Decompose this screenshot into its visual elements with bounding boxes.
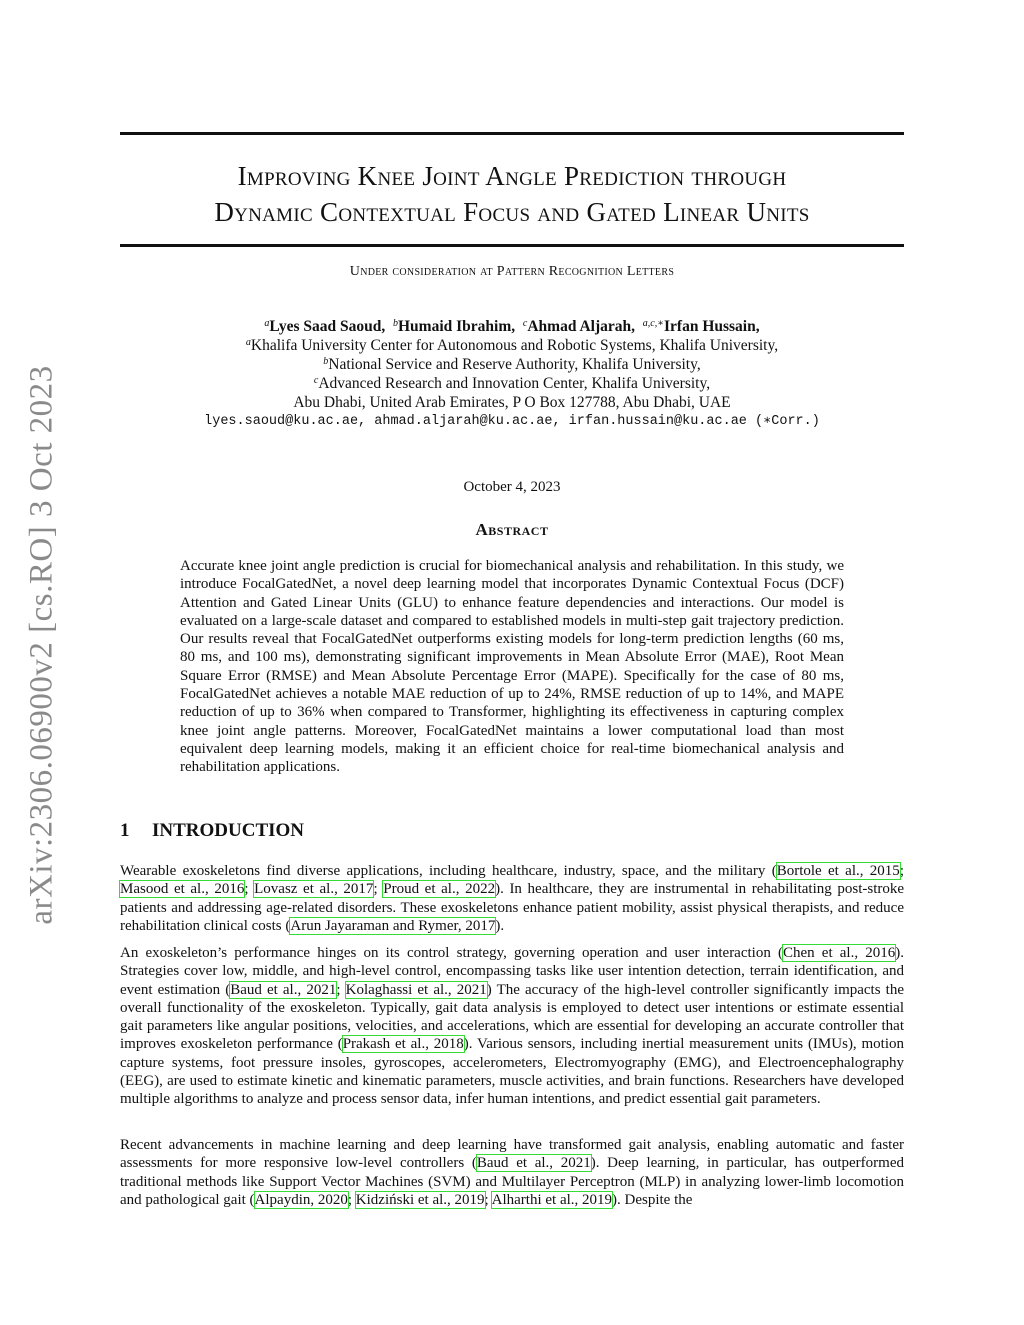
- author-4-affil: a,c,∗: [642, 318, 664, 329]
- author-3-affil: c: [522, 318, 528, 329]
- citation-link[interactable]: Arun Jayaraman and Rymer, 2017: [290, 917, 496, 934]
- text-run: ). In healthcare, they are instrumental in rehabilitating post-stroke patients and addressing age-related disorders. These exoskeletons enhance patient mobility, assist physical therapists, and reduce rehabilitation clinical costs (: [120, 881, 905, 934]
- author-names: [120, 317, 904, 336]
- paper-date: October 4, 2023: [463, 479, 561, 495]
- text-run: ;: [336, 981, 346, 998]
- title-bottom-rule: [120, 244, 904, 247]
- citation-link[interactable]: Chen et al., 2016: [782, 945, 896, 961]
- section-number: 1: [120, 820, 130, 841]
- text-run: Wearable exoskeletons find diverse applications, including healthcare, industry, space, and the military (: [120, 863, 777, 879]
- author-emails: lyes.saoud@ku.ac.ae, ahmad.aljarah@ku.ac.ae, irfan.hussain@ku.ac.ae (∗Corr.): [204, 414, 820, 429]
- affiliation-b-text: National Service and Reserve Authority, Khalifa University,: [328, 356, 701, 373]
- citation-link[interactable]: Baud et al., 2021: [230, 981, 337, 998]
- intro-paragraph-3: [120, 1136, 904, 1209]
- affiliation-a: [120, 336, 904, 355]
- text-run: ;: [899, 863, 904, 879]
- text-run: Recent advancements in machine learning and deep learning have transformed gait analysis, enabling automatic and faster assessments for more responsive low-level controllers (: [120, 1137, 904, 1172]
- text-run: ). Strategies cover low, middle, and high-level control, encompassing tasks like user intention detection, terrain identification, and event estimation (: [120, 945, 904, 998]
- text-run: ) The accuracy of the high-level controller significantly impacts the overall functionality of the exoskeleton. Typically, gait data analysis is employed to detect user intentions or estimate essential gait parameters like angular positions, velocities, and accelerations, which are essential for developing an accurate controller that improves exoskeleton performance (: [120, 981, 904, 1053]
- abstract-text: Accurate knee joint angle prediction is crucial for biomechanical analysis and rehabilitation. In this study, we introduce FocalGatedNet, a novel deep learning model that incorporates Dynamic Contextual Focus (DCF) Attention and Gated Linear Units (GLU) to enhance feature dependencies and interactions. Our model is evaluated on a large-scale dataset and compared to established models in multi-step gait trajectory prediction. Our results reveal that FocalGatedNet outperforms existing models for long-term prediction lengths (60 ms, 80 ms, and 100 ms), demonstrating significant improvements in Mean Absolute Error (MAE), Root Mean Square Error (RMSE) and Mean Absolute Percentage Error (MAPE). Specifically for the case of 80 ms, FocalGatedNet achieves a notable MAE reduction of up to 24%, RMSE reduction of up to 14%, and MAPE reduction of up to 36% when compared to Transformer, highlighting its effectiveness in capturing complex knee joint angle patterns. Moreover, FocalGatedNet maintains a lower computational load than most equivalent deep learning models, making it an efficient choice for real-time biomechanical analysis and rehabilitation applications.: [180, 558, 844, 776]
- citation-link[interactable]: Bortole et al., 2015: [776, 863, 900, 879]
- title-line-2: Dynamic Contextual Focus and Gated Linear Units: [214, 197, 810, 227]
- author-2: Humaid Ibrahim,: [398, 318, 516, 335]
- section-title: INTRODUCTION: [152, 820, 305, 841]
- affiliation-c: [120, 374, 904, 393]
- address: Abu Dhabi, United Arab Emirates, P O Box 127788, Abu Dhabi, UAE: [293, 394, 731, 411]
- text-run: ). Various sensors, including inertial measurement units (IMUs), motion capture systems, foot pressure insoles, gyroscopes, accelerometers, Electromyography (EMG), and Electroencephalography (EEG), are used to estimate kinetic and kinematic parameters, muscle activities, and brain functions. Researchers have developed multiple algorithms to analyze and process sensor data, infer human intentions, and predict essential gait parameters.: [120, 1036, 904, 1108]
- affiliation-a-text: Khalifa University Center for Autonomous and Robotic Systems, Khalifa University,: [250, 337, 779, 354]
- affiliation-b-marker: b: [323, 356, 329, 367]
- affiliation-a-marker: a: [245, 337, 251, 348]
- text-run: ). Deep learning, in particular, has outperformed traditional methods like Support Vector Machines (SVM) and Multilayer Perceptron (MLP) in analyzing lower-limb locomotion and pathological gait (: [120, 1155, 904, 1208]
- section-heading: [120, 820, 304, 842]
- text-run: ;: [347, 1191, 356, 1208]
- title-top-rule: [120, 132, 904, 135]
- text-run: ;: [484, 1191, 492, 1208]
- abstract-heading: Abstract: [475, 520, 549, 539]
- author-3: Ahmad Aljarah,: [527, 318, 635, 335]
- intro-paragraph-1: [120, 862, 904, 935]
- citation-link[interactable]: Alharthi et al., 2019: [491, 1191, 613, 1208]
- author-1: Lyes Saad Saoud,: [269, 318, 386, 335]
- text-run: An exoskeleton’s performance hinges on its control strategy, governing operation and user interaction (: [120, 945, 783, 961]
- citation-link[interactable]: Prakash et al., 2018: [342, 1036, 464, 1053]
- text-run: ). Despite the: [612, 1191, 693, 1208]
- citation-link[interactable]: Masood et al., 2016: [120, 881, 245, 898]
- venue-note: Under consideration at Pattern Recognition Letters: [349, 264, 675, 279]
- text-run: ).: [495, 917, 505, 934]
- citation-link[interactable]: Kolaghassi et al., 2021: [345, 981, 487, 998]
- author-block: [120, 317, 904, 431]
- affiliation-c-marker: c: [313, 375, 319, 386]
- citation-link[interactable]: Kidziński et al., 2019: [355, 1191, 485, 1208]
- citation-link[interactable]: Proud et al., 2022: [383, 881, 496, 898]
- text-run: ;: [373, 881, 384, 898]
- intro-paragraph-2: [120, 944, 904, 1109]
- author-1-affil: a: [264, 318, 270, 329]
- affiliation-c-text: Advanced Research and Innovation Center, Khalifa University,: [318, 375, 711, 392]
- arxiv-identifier: arXiv:2306.06900v2 [cs.RO] 3 Oct 2023: [23, 365, 60, 925]
- affiliation-b: [120, 355, 904, 374]
- citation-link[interactable]: Baud et al., 2021: [476, 1155, 591, 1172]
- title-line-1: Improving Knee Joint Angle Prediction through: [237, 161, 787, 191]
- paper-title: [120, 158, 904, 230]
- citation-link[interactable]: Lovasz et al., 2017: [254, 881, 374, 898]
- text-run: ;: [244, 881, 255, 898]
- author-2-affil: b: [393, 318, 398, 329]
- author-4: Irfan Hussain,: [664, 318, 760, 335]
- citation-link[interactable]: Alpaydin, 2020: [254, 1191, 348, 1208]
